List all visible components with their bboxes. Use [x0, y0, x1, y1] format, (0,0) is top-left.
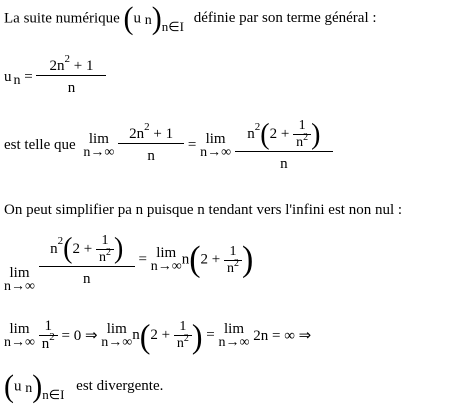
- limit-operator: lim n→∞: [83, 130, 115, 160]
- intro-after: définie par son terme général :: [193, 10, 377, 27]
- prefix-text: est telle que: [4, 137, 76, 153]
- limit-fraction-2: $n^2(2$ + $\frac{1}{n^2}$ ) n: [235, 118, 333, 173]
- explanation-line: [4, 202, 402, 219]
- limit-fraction-1: $\frac{2n^2 + 1}{n}$: [118, 126, 184, 165]
- limit-line-2: lim n→∞ $n^2(2$ + $\frac{1}{n^2}$ ) n = lim n→∞ n(2 + $\frac{1}{n^2}$ ): [4, 232, 254, 294]
- def-lhs-n: n: [13, 72, 21, 88]
- conclusion-text: est divergente.: [76, 378, 164, 395]
- intro-line: La suite numérique (u n)n∈I définie par son terme général :: [4, 1, 377, 36]
- limit-operator-7: lim n→∞: [218, 320, 250, 350]
- intro-n: n: [144, 13, 152, 29]
- limit-operator-5: lim n→∞: [4, 320, 35, 350]
- limit-operator-3: lim n→∞: [4, 265, 35, 294]
- def-fraction: $\frac{2n^2 + 1}{n}$: [36, 58, 106, 97]
- limit-line-1: est telle que lim n→∞ $\frac{2n^2 + 1}{n}$ = lim n→∞ $n^2(2$ + $\frac{1}{n^2}$ ) n: [4, 118, 333, 173]
- intro-index: n∈I: [161, 19, 184, 35]
- definition-line: [4, 53, 106, 97]
- intro-before: La suite numérique: [4, 10, 120, 27]
- limit-operator-2: lim n→∞: [200, 130, 232, 160]
- def-equals: =: [24, 68, 33, 85]
- conclusion-line: (u n)n∈I est divergente.: [4, 369, 164, 404]
- def-lhs-u: u: [4, 68, 12, 85]
- limit-fraction-3: $n^2(2$ + $\frac{1}{n^2}$ ) n: [39, 233, 135, 288]
- explanation-text: On peut simplifier pa n puisque n tendant vers l'infini est non nul :: [4, 202, 403, 218]
- limit-operator-4: lim n→∞: [150, 245, 182, 274]
- limit-operator-6: lim n→∞: [101, 320, 133, 350]
- intro-u: u: [133, 10, 142, 27]
- limit-line-3: lim n→∞ $\frac{1}{n^2}$ = 0 ⇒ lim n→∞ n(2 + $\frac{1}{n^2}$ ) = lim n→∞ 2n = ∞ ⇒: [4, 316, 312, 355]
